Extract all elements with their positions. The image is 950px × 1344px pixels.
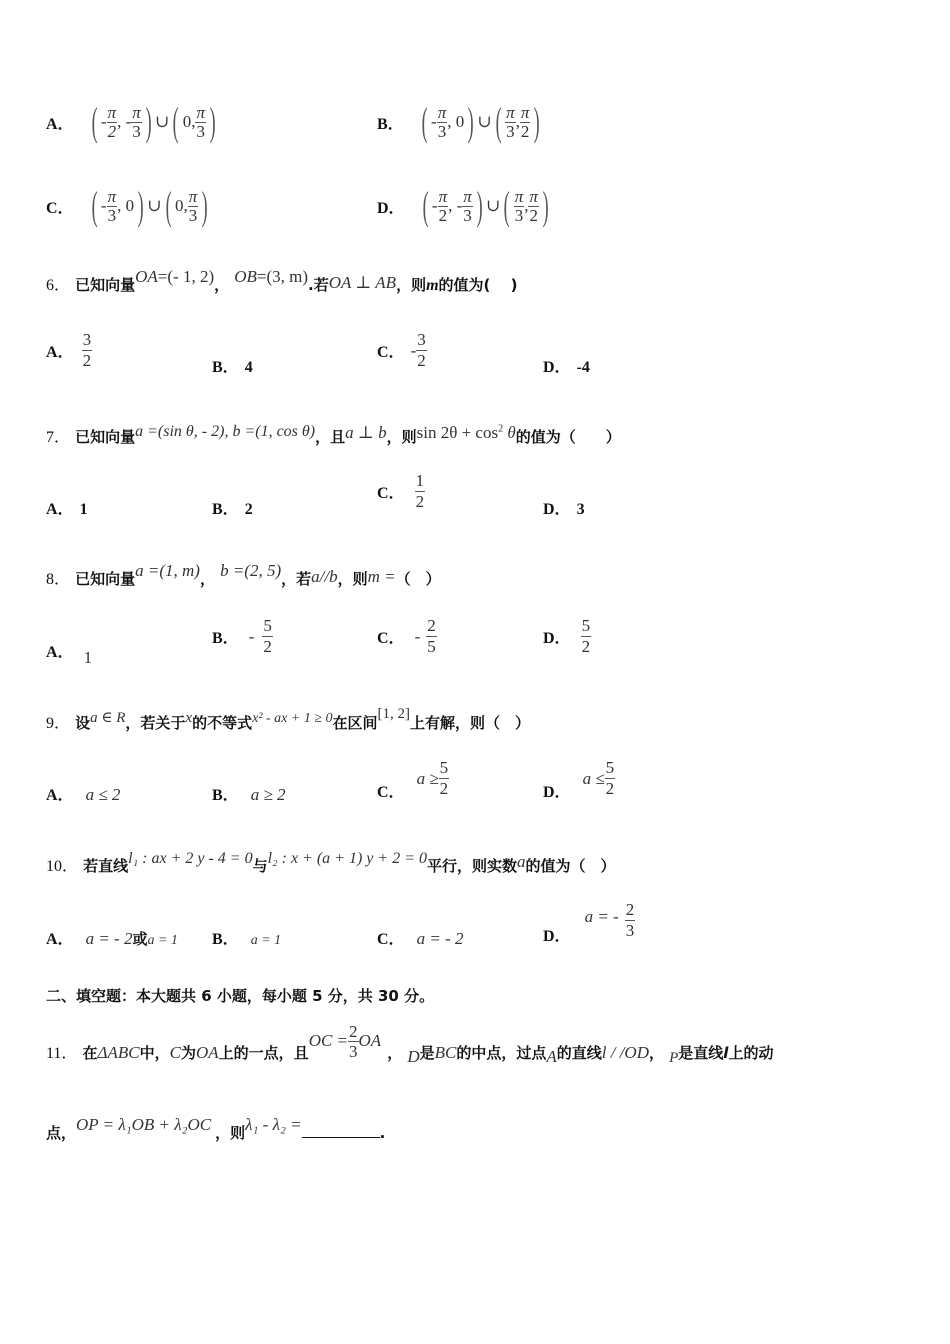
fraction: $\frac{2}{5}$	[427, 616, 436, 656]
q9-option-b[interactable]: B． a ≥ 2	[212, 785, 286, 804]
q7-option-a[interactable]: A． 1	[46, 501, 88, 518]
fraction: $\frac{2}{3}$	[349, 1022, 358, 1061]
q11-stem-line1: 11． 在ΔABC中，C为OA上的一点，且OC = $\frac{2}{3}$ OA， D是BC的中点，过点A的直线l / /OD， P是直线l上的动	[46, 1022, 774, 1066]
q8-option-b[interactable]: B． - $\frac{5}{2}$	[212, 616, 272, 656]
question-number: 9．	[46, 715, 71, 732]
fraction: $\frac{\pi}{2}$	[107, 102, 117, 141]
q7-stem: 7． 已知向量a =(sin θ, - 2), b =(1, cos θ)，且a ⊥ b，则$\sin 2\theta + \cos^2 \theta$的值为（ ）	[46, 423, 621, 446]
q6-stem: 6． 已知向量OA=(- 1, 2)， OB=(3, m).若OA ⊥ AB，则m的值为( )	[46, 267, 518, 294]
q7-option-b[interactable]: B． 2	[212, 501, 253, 518]
fraction: $\frac{\pi}{3}$	[463, 186, 472, 225]
q8-option-d[interactable]: D． $\frac{5}{2}$	[543, 616, 591, 656]
fraction: $\frac{3}{2}$	[82, 330, 92, 370]
q6-option-d[interactable]: D． -4	[543, 359, 590, 376]
q8-option-c[interactable]: C． - $\frac{2}{5}$	[377, 616, 436, 656]
question-number: 8．	[46, 571, 71, 588]
q5-option-b[interactable]: B． ( - $\frac{\pi}{3}$ , 0 ) ∪ ( $\frac{\pi}{3}$ , $\frac{\pi}{2}$ )	[377, 99, 541, 144]
fraction: $\frac{\pi}{2}$	[520, 102, 530, 141]
fraction: $\frac{\pi}{3}$	[188, 186, 198, 225]
q9-option-c[interactable]: C． a ≥ $\frac{5}{2}$	[377, 758, 449, 801]
fraction: $\frac{1}{2}$	[415, 471, 425, 511]
question-number: 6．	[46, 277, 71, 294]
option-label: B．	[377, 115, 404, 133]
q10-option-a[interactable]: A． a = - 2或a = 1	[46, 929, 178, 948]
q7-option-d[interactable]: D． 3	[543, 501, 585, 518]
q7-option-c[interactable]: C． $\frac{1}{2}$	[377, 471, 425, 511]
fraction: $\frac{\pi}{3}$	[437, 102, 447, 141]
fraction: $\frac{\pi}{3}$	[514, 186, 524, 225]
fraction: $\frac{5}{2}$	[439, 758, 449, 798]
q10-stem: 10． 若直线l₁ : ax + 2 y - 4 = 0与l₂ : x + (a + 1) y + 2 = 0平行，则实数a的值为（ ）	[46, 850, 616, 875]
fraction: $\frac{\pi}{3}$	[196, 102, 205, 141]
fraction: $\frac{5}{2}$	[581, 616, 591, 656]
fraction: $\frac{\pi}{2}$	[529, 186, 539, 225]
question-number: 11．	[46, 1045, 78, 1062]
question-number: 10．	[46, 858, 79, 875]
q9-option-d[interactable]: D． a ≤ $\frac{5}{2}$	[543, 758, 615, 801]
question-number: 7．	[46, 429, 71, 446]
q8-option-a[interactable]: A． 1	[46, 644, 93, 667]
q11-stem-line2: 点，OP = λ₁OB + λ₂OC ，则λ₁ - λ₂ = .	[46, 1115, 386, 1142]
fraction: $\frac{2}{3}$	[625, 900, 635, 940]
q10-option-c[interactable]: C． a = - 2	[377, 929, 464, 948]
fraction: $\frac{3}{2}$	[417, 330, 426, 370]
option-label: A．	[46, 115, 74, 133]
q6-option-c[interactable]: C． - $\frac{3}{2}$	[377, 330, 426, 370]
fraction: $\frac{\pi}{3}$	[132, 102, 141, 141]
q5-option-a[interactable]: A． ( - $\frac{\pi}{2}$ , - $\frac{\pi}{3}$ ) ∪ ( 0, $\frac{\pi}{3}$ )	[46, 99, 216, 144]
option-label: C．	[46, 199, 74, 217]
q10-option-b[interactable]: B． a = 1	[212, 931, 282, 948]
q9-stem: 9． 设a ∈ R，若关于x的不等式x² - ax + 1 ≥ 0在区间[1, 2]上有解，则（ ）	[46, 706, 531, 732]
q8-stem: 8． 已知向量a =(1, m)， b =(2, 5)，若a//b，则m =（ ）	[46, 561, 441, 588]
option-label: D．	[377, 199, 405, 217]
fraction: $\frac{5}{2}$	[605, 758, 615, 798]
section-heading: 二、填空题：本大题共 6 小题，每小题 5 分，共 30 分。	[46, 987, 435, 1005]
q6-option-b[interactable]: B． 4	[212, 359, 253, 376]
q10-option-d[interactable]: D． a = - $\frac{2}{3}$	[543, 900, 635, 945]
q5-option-d[interactable]: D． ( - $\frac{\pi}{2}$ , - $\frac{\pi}{3}$ ) ∪ ( $\frac{\pi}{3}$ , $\frac{\pi}{2}$ )	[377, 183, 549, 228]
q9-option-a[interactable]: A． a ≤ 2	[46, 785, 121, 804]
fraction: $\frac{\pi}{3}$	[506, 102, 515, 141]
answer-blank[interactable]	[302, 1123, 380, 1138]
fraction: $\frac{\pi}{2}$	[438, 186, 448, 225]
fraction: $\frac{\pi}{3}$	[107, 186, 117, 225]
fraction: $\frac{5}{2}$	[263, 616, 272, 656]
q6-option-a[interactable]: A． $\frac{3}{2}$	[46, 330, 92, 370]
q5-option-c[interactable]: C． ( - $\frac{\pi}{3}$ , 0 ) ∪ ( 0, $\frac{\pi}{3}$ )	[46, 183, 208, 228]
